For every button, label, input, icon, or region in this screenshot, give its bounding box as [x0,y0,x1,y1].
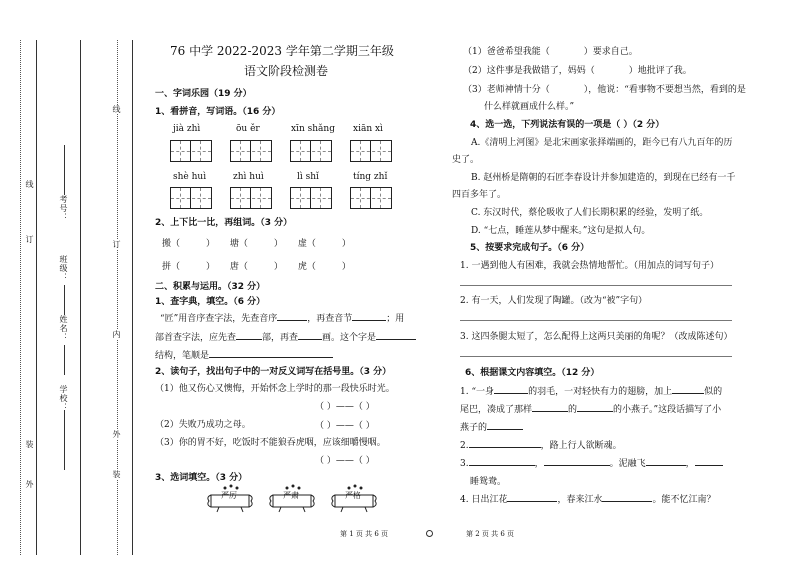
mark-inner-zhuang: 装 [112,470,121,479]
dotted-cut-line-outer [20,40,21,555]
choice-text: ）地批评了我。 [628,66,692,76]
tag-label-yansu: 严肃 [283,491,299,500]
fill-text: 的羽毛，一对轻快有力的翅膀，加上 [528,387,673,397]
fill-text: 。能不忆江南？ [652,495,716,505]
tianzige-6[interactable] [230,187,272,209]
mark-outer-wai: 外 [25,480,34,489]
fill-1-line3 [460,420,523,433]
q5-sentences-heading: 5、按要求完成句子。（6 分） [470,243,590,253]
exam-title-line2: 语文阶段检测卷 [244,64,329,78]
answer-line-3[interactable] [460,356,732,357]
fill-3 [460,456,723,469]
pinyin-7: lì shǐ [297,172,319,182]
label-name: 姓名： [59,315,68,342]
q3-text: “匠”用音序查字法，先查音序 [160,314,278,324]
q2-heading: 2、上下比一比，再组词。（3 分） [155,218,293,228]
q4-heading: 2、读句子，找出句子中的一对反义词写在括号里。（3 分） [155,367,392,377]
pinyin-1: jià zhì [173,124,201,134]
blank-f1-4[interactable] [577,402,613,412]
blank-f4-2[interactable] [602,492,652,502]
tianzige-1[interactable] [170,140,212,162]
q2-close: ） [206,239,216,249]
option-c: C. 东汉时代，蔡伦吸收了人们长期积累的经验，发明了纸。 [471,208,709,218]
q4-pair-blank-3[interactable]: （ ）——（ ） [315,456,375,466]
q5-heading: 3、选词填空。（3 分） [155,473,248,483]
blank-bishun[interactable] [209,348,333,358]
fill-text: ， [534,459,544,469]
blank-f1-2[interactable] [672,384,704,394]
option-a-line2: 史了。 [452,155,480,165]
q4-pair-blank-1[interactable]: （ ）——（ ） [315,402,375,412]
tianzige-7[interactable] [290,187,332,209]
pinyin-2: ōu ěr [236,124,260,134]
mark-outer-xian: 线 [25,180,34,189]
q2-char-tang: 塘（ [229,239,248,249]
fill-text: 1. “一身 [460,387,495,397]
blank-f3-3[interactable] [646,456,686,466]
pinyin-5: shè huì [173,172,207,182]
margin-border-mid [80,40,81,555]
q4-sentence-3: （3）你的胃不好，吃饭时不能狼吞虎咽，应该细嚼慢咽。 [155,438,386,448]
q2-close: ） [341,262,351,272]
blank-zi[interactable] [376,330,416,340]
option-d: D. “七点，睡莲从梦中醒来。”这句是拟人句。 [471,226,651,236]
q2-char-ban: 搬（ [162,239,181,249]
choice-text: （2）这件事是我做错了，妈妈（ [463,66,595,76]
fill-text: 2. [460,441,469,451]
blank-f2[interactable] [469,438,541,448]
label-class: 班级： [59,255,68,282]
blank-f1-1[interactable] [494,384,528,394]
label-school: 学校： [59,385,68,412]
fill-text: 尾巴，凑成了那样 [460,405,533,415]
blank-yinjie[interactable] [352,311,386,321]
school-line [64,410,65,470]
q2-close: ） [206,262,216,272]
name-line [64,345,65,375]
q3-line2 [155,330,416,343]
tianzige-8[interactable] [350,187,392,209]
q2-close: ） [273,262,283,272]
q2-char-tang2: 唐（ [229,262,248,272]
q2-char-pin: 拼（ [162,262,181,272]
section-1-heading: 一、字词乐园（19 分） [155,89,252,99]
fill-1-line1 [460,384,722,397]
choice-text: ）要求自己。 [583,47,638,57]
blank-f4-1[interactable] [507,492,557,502]
tianzige-5[interactable] [170,187,212,209]
q4-sentence-1: （1）他又伤心又懊悔，开始怀念上学时的那一段快乐时光。 [155,384,395,394]
q2-row1 [162,236,351,249]
q3-text: 部，再查 [262,333,299,343]
q3-line3 [155,348,333,361]
pinyin-6: zhì huì [233,172,264,182]
pinyin-8: tíng zhǐ [353,172,388,182]
choice-text: （3）老师神情十分（ [463,85,550,95]
mark-inner-ding: 订 [112,240,121,249]
blank-f3-2[interactable] [544,456,610,466]
option-a-line1: A.《清明上河图》是北宋画家张择端画的，距今已有八九百年的历 [471,138,733,148]
q2-row2 [162,259,351,272]
margin-border-left [36,40,37,555]
fill-4 [460,492,715,505]
fill-text: 似的 [704,387,723,397]
blank-f1-5[interactable] [487,420,523,430]
label-exam-no: 考号： [59,195,68,222]
q3-text: ，再查音节 [307,314,353,324]
fill-text: 燕子的 [460,423,488,433]
fill-text: 3. [460,459,469,469]
fill-3-cont: 睡鸳鸯。 [470,477,507,487]
mark-inner-xian: 线 [112,105,121,114]
blank-f3-4[interactable] [695,456,723,466]
page-center-circle-icon [426,530,433,537]
choice-sentence-1 [463,44,638,57]
q3-text: 画。这个字是 [322,333,377,343]
tag-label-yange: 严格 [345,491,361,500]
blank-f1-3[interactable] [532,402,568,412]
fill-text: ，春来江水 [557,495,603,505]
q3-text: ；用 [386,314,405,324]
choice-text: ），他说：“看事物不要想当然，看到的是 [583,85,746,95]
q4-select-heading: 4、选一选，下列说法有误的一项是（ ）（2 分） [470,120,665,130]
q4-pair-blank-2[interactable]: （ ）——（ ） [315,421,375,431]
section-2-heading: 二、积累与运用。（32 分） [155,282,266,292]
blank-f3-1[interactable] [469,456,535,466]
q2-char-xu: 虚（ [297,239,316,249]
choice-sentence-3 [463,82,746,95]
option-b-line2: 四百多年了。 [452,190,507,200]
answer-line-1[interactable] [460,285,732,286]
q2-char-hu: 虎（ [297,262,316,272]
fill-text: 的小燕子。”这段话描写了小 [613,405,722,415]
choice-text: （1）爸爸希望我能（ [463,47,550,57]
tianzige-4[interactable] [350,140,392,162]
q4-sentence-2: （2）失败乃成功之母。 [155,420,251,430]
q6-heading: 6、根据课文内容填空。（12 分） [465,368,600,378]
choice-sentence-3-cont: 什么样就画成什么样。” [484,102,575,112]
mark-outer-zhuang: 装 [25,440,34,449]
q2-close: ） [341,239,351,249]
tianzige-2[interactable] [230,140,272,162]
q3-heading: 1、查字典，填空。（6 分） [155,297,266,307]
blank-yinxu[interactable] [277,311,307,321]
mark-inner-nei: 内 [112,330,121,339]
q2-close: ） [273,239,283,249]
pinyin-3: xīn shǎng [291,124,335,134]
mark-outer-ding: 订 [25,235,34,244]
blank-huashu[interactable] [298,330,322,340]
tianzige-3[interactable] [290,140,332,162]
q3-text: 部首查字法，应先查 [155,333,237,343]
page-footer-1: 第 1 页 共 6 页 [340,530,389,538]
fill-text: ，路上行人欲断魂。 [540,441,622,451]
right-border [132,40,133,555]
exam-no-line [64,145,65,195]
exam-title-line1: 76 中学 2022-2023 学年第二学期三年级 [170,44,394,58]
fill-2 [460,438,622,451]
option-b-line1: B. 赵州桥是隋朝的石匠李春设计并参加建造的，到现在已经有一千 [471,173,736,183]
q1-heading: 1、看拼音，写词语。（16 分） [155,107,281,117]
fill-1-line2 [460,402,721,415]
blank-bushou[interactable] [236,330,262,340]
answer-line-2[interactable] [460,320,732,321]
sentence-task-1: 1. 一遇到他人有困难，我就会热情地帮忙。（用加点的词写句子） [460,261,719,271]
fill-text: ， [685,459,695,469]
sentence-task-2: 2. 有一天，人们发现了陶罐。（改为“被”字句） [460,296,648,306]
fill-text: 的 [568,405,578,415]
class-line [64,285,65,315]
q3-text: 结构，笔顺是 [155,351,210,361]
fill-text: 。泥融飞 [609,459,646,469]
fill-text: 4. 日出江花 [460,495,508,505]
mark-inner-wai: 外 [112,430,121,439]
tag-label-yanli: 严厉 [221,491,237,500]
page-footer-2: 第 2 页 共 6 页 [466,530,515,538]
sentence-task-3: 3. 这四条腿太短了，怎么配得上这两只美丽的角呢？（改成陈述句） [460,332,733,342]
choice-sentence-2 [463,63,692,76]
q3-line1 [160,311,404,324]
pinyin-4: xiān xì [353,124,383,134]
